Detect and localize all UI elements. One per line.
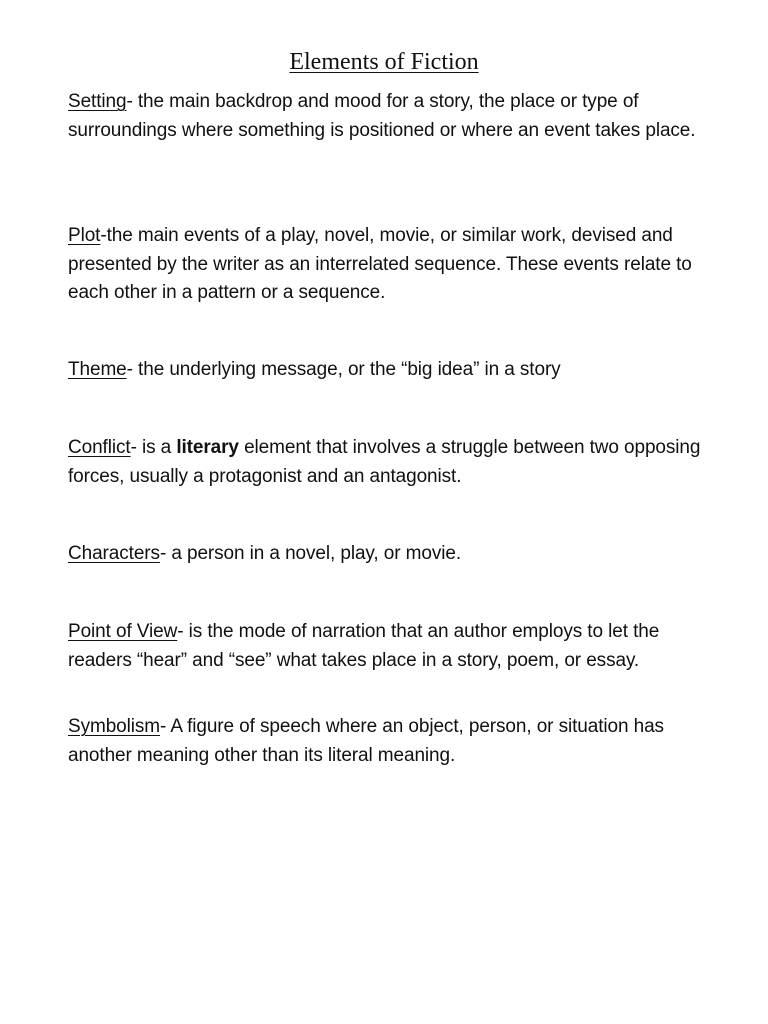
definition-conflict-bold: literary	[176, 437, 239, 458]
definition-plot: -the main events of a play, novel, movie, or similar work, devised and presented by the writer as an interrelated sequence. These events relate to each other in a pattern or a sequence.	[68, 225, 692, 303]
entry-setting	[68, 88, 728, 145]
entry-conflict	[68, 434, 728, 491]
entry-theme	[68, 356, 728, 385]
definition-setting: - the main backdrop and mood for a story, the place or type of surroundings where something is positioned or where an event takes place.	[68, 91, 696, 141]
definition-symbolism: - A figure of speech where an object, person, or situation has another meaning other than its literal meaning.	[68, 716, 664, 766]
term-theme: Theme	[68, 359, 127, 380]
term-conflict: Conflict	[68, 437, 131, 458]
document-title	[0, 44, 768, 80]
definition-point-of-view: - is the mode of narration that an author employs to let the readers “hear” and “see” what takes place in a story, poem, or essay.	[68, 621, 660, 671]
definition-theme: - the underlying message, or the “big idea” in a story	[126, 359, 561, 380]
entry-plot	[68, 222, 728, 308]
term-point-of-view: Point of View	[68, 621, 178, 642]
definition-conflict-end: element that involves a struggle between two opposing forces, usually a protagonist and an antagonist.	[68, 437, 701, 487]
term-setting: Setting	[68, 91, 127, 112]
entry-characters	[68, 540, 728, 569]
term-characters: Characters	[68, 543, 160, 564]
entry-symbolism	[68, 713, 728, 770]
entry-point-of-view	[68, 618, 728, 675]
definition-conflict-start: - is a	[130, 437, 177, 458]
term-plot: Plot	[68, 225, 101, 246]
term-symbolism: Symbolism	[68, 716, 161, 737]
definition-characters: - a person in a novel, play, or movie.	[159, 543, 461, 564]
document-title-text: Elements of Fiction	[289, 49, 479, 75]
